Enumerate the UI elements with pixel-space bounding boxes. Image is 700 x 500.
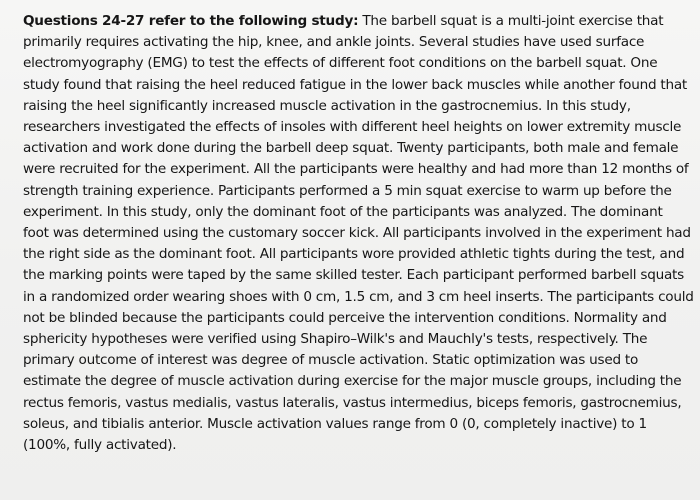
passage-line-11: foot was determined using the customary soccer kick. All participants involved in the experiment had (23, 225, 691, 242)
passage-line-1 (23, 11, 675, 32)
passage-line-8: were recruited for the experiment. All the participants were healthy and had more than 12 months of (23, 161, 689, 178)
passage-line-4: study found that raising the heel reduced fatigue in the lower back muscles while another found that (23, 76, 688, 93)
passage-line-17: primary outcome of interest was degree of muscle activation. Static optimization was used to (23, 352, 639, 369)
passage-line-6: researchers investigated the effects of insoles with different heel heights on lower extremity muscle (23, 119, 682, 136)
passage-line-21: (100%, fully activated). (23, 437, 177, 454)
passage-line-7: activation and work done during the barbell deep squat. Twenty participants, both male and female (23, 140, 679, 157)
passage-line-16: sphericity hypotheses were verified using Shapiro–Wilk's and Mauchly's tests, respectively. The (23, 331, 648, 348)
passage-line-18: estimate the degree of muscle activation during exercise for the major muscle groups, including the (23, 373, 682, 390)
passage-line-3: electromyography (EMG) to test the effects of different foot conditions on the barbell squat. One (23, 55, 658, 72)
passage-line-2: primarily requires activating the hip, knee, and ankle joints. Several studies have used surface (23, 34, 645, 51)
study-passage (23, 11, 694, 456)
passage-line-10: experiment. In this study, only the dominant foot of the participants was analyzed. The dominant (23, 203, 663, 220)
passage-line-20: soleus, and tibialis anterior. Muscle activation values range from 0 (0, completely inactive) to 1 (23, 415, 647, 432)
passage-line-15: not be blinded because the participants could perceive the intervention conditions. Normality and (23, 309, 667, 326)
passage-line-9: strength training experience. Participants performed a 5 min squat exercise to warm up before the (23, 182, 672, 199)
passage-lead: Questions 24-27 refer to the following study: (23, 13, 359, 29)
passage-line-1-text: The barbell squat is a multi-joint exercise that (358, 13, 664, 29)
passage-line-14: in a randomized order wearing shoes with 0 cm, 1.5 cm, and 3 cm heel inserts. The participants could (23, 288, 694, 305)
passage-line-19: rectus femoris, vastus medialis, vastus lateralis, vastus intermedius, biceps femoris, gastrocnemius, (23, 394, 682, 411)
passage-line-12: the right side as the dominant foot. All participants wore provided athletic tights during the test, and (23, 246, 685, 263)
passage-line-5: raising the heel significantly increased muscle activation in the gastrocnemius. In this study, (23, 97, 631, 114)
passage-line-13: the marking points were taped by the same skilled tester. Each participant performed barbell squats (23, 267, 684, 284)
